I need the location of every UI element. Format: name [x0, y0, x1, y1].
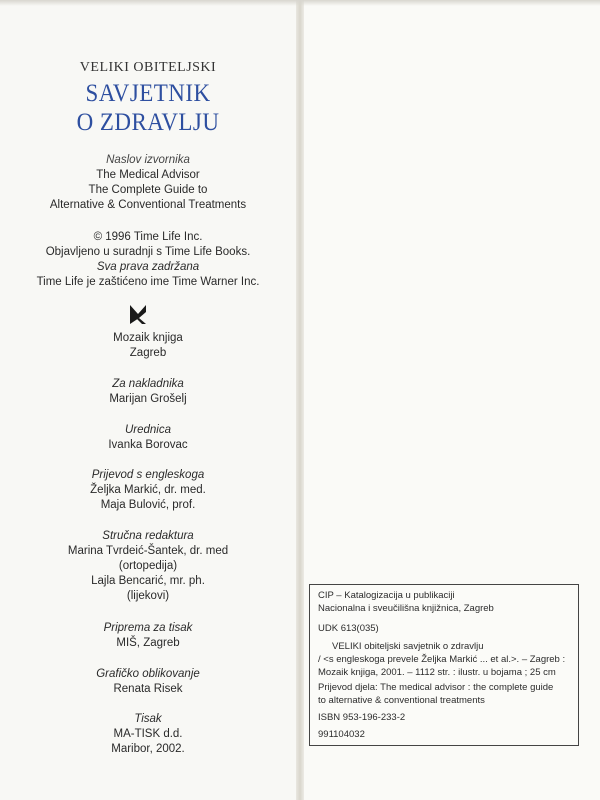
title-line-1: SAVJETNIK: [85, 80, 211, 107]
expert-label: Stručna redaktura: [102, 530, 194, 542]
cip-isbn: ISBN 953-196-233-2: [318, 712, 406, 723]
print-place: Maribor, 2002.: [111, 743, 185, 755]
cip-orig-1: Prijevod djela: The medical advisor : the complete guide: [318, 682, 554, 693]
translator-2: Maja Bulović, prof.: [100, 499, 196, 511]
cip-entry-1: VELIKI obiteljski savjetnik o zdravlju: [332, 641, 484, 652]
title-line-2: O ZDRAVLJU: [76, 109, 220, 136]
cip-orig-2: to alternative & conventional treatments: [318, 695, 485, 706]
expert-1: Marina Tvrdeić-Šantek, dr. med: [67, 545, 229, 557]
trademark: Time Life je zaštićeno ime Time Warner Inc.: [36, 276, 260, 288]
expert-4: (lijekovi): [126, 590, 170, 602]
cip-line-1: CIP – Katalogizacija u publikaciji: [318, 590, 455, 601]
design: Renata Risek: [113, 683, 183, 695]
left-page: [0, 0, 296, 800]
for-publisher: Marijan Grošelj: [109, 393, 187, 405]
cip-entry-2: / <s engleskoga prevele Željka Markić ... et al.>. – Zagreb :: [318, 654, 566, 665]
original-title-2: The Complete Guide to: [88, 184, 208, 196]
cip-entry-3: Mozaik knjiga, 2001. – 1112 str. : ilustr. u bojama ; 25 cm: [318, 667, 556, 678]
prepress-label: Priprema za tisak: [103, 622, 193, 634]
editor: Ivanka Borovac: [108, 439, 188, 451]
publisher-name: Mozaik knjiga: [113, 332, 183, 344]
printer: MA-TISK d.d.: [113, 728, 183, 740]
original-title-1: The Medical Advisor: [96, 169, 200, 181]
publisher-city: Zagreb: [129, 347, 167, 359]
rights: Sva prava zadržana: [96, 261, 200, 273]
for-publisher-label: Za nakladnika: [112, 378, 184, 390]
translation-label: Prijevod s engleskoga: [91, 469, 205, 481]
cip-id: 991104032: [318, 729, 365, 740]
book-gutter: [296, 0, 304, 800]
expert-3: Lajla Bencarić, mr. ph.: [91, 575, 205, 587]
cip-record: [309, 584, 579, 746]
editor-label: Urednica: [124, 424, 172, 436]
translator-1: Željka Markić, dr. med.: [90, 484, 206, 496]
cip-line-2: Nacionalna i sveučilišna knjižnica, Zagreb: [318, 603, 494, 614]
original-title-3: Alternative & Conventional Treatments: [49, 199, 247, 211]
print-label: Tisak: [134, 713, 162, 725]
prepress: MIŠ, Zagreb: [116, 637, 180, 649]
original-title-label: Naslov izvornika: [106, 154, 190, 166]
page-top-edge: [0, 0, 600, 6]
design-label: Grafičko oblikovanje: [96, 668, 200, 680]
mk-logo-icon: [127, 303, 149, 325]
expert-2: (ortopedija): [118, 560, 178, 572]
cip-udk: UDK 613(035): [318, 623, 379, 634]
book-title: [12, 79, 284, 137]
copyright: © 1996 Time Life Inc.: [93, 231, 203, 243]
published-with: Objavljeno u suradnji s Time Life Books.: [45, 246, 251, 258]
series-title: VELIKI OBITELJSKI: [79, 60, 217, 75]
